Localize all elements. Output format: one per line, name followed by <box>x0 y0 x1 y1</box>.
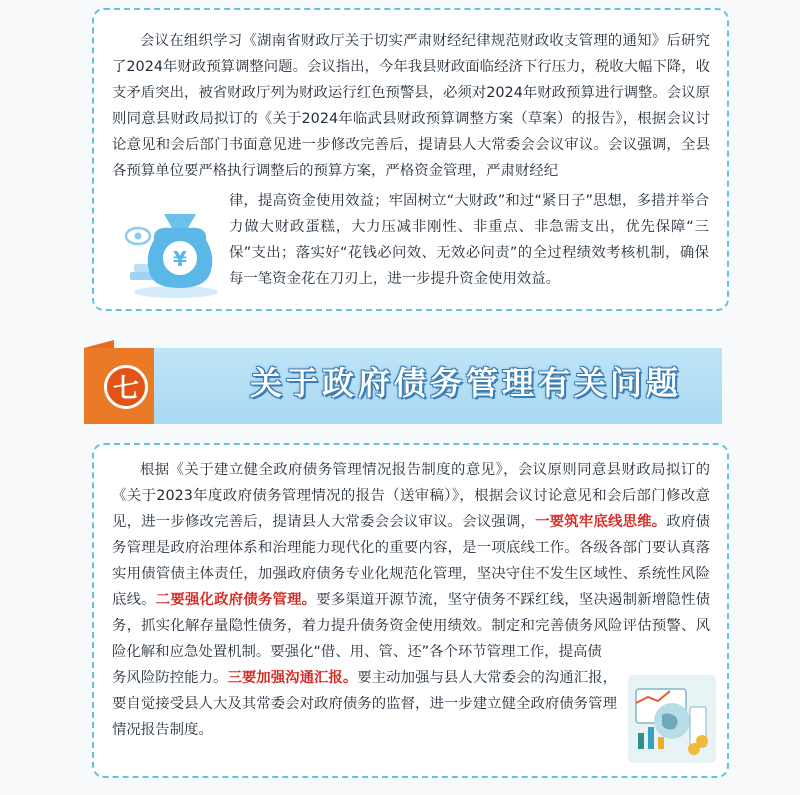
finance-chart-icon <box>624 671 720 767</box>
highlight-point-3: 三要加强沟通汇报。 <box>227 670 358 686</box>
highlight-point-2: 二要强化政府债务管理。 <box>155 592 317 608</box>
money-bag-icon <box>124 196 224 300</box>
section-7-card <box>92 443 729 778</box>
banner-title: 关于政府债务管理有关问题 <box>250 364 683 402</box>
svg-text:¥: ¥ <box>173 247 187 271</box>
section-6-card <box>92 8 729 311</box>
banner-fold <box>84 340 114 348</box>
text-run: 要主动加强与县人大常委会的沟通汇报，要自觉接受县人大及其常委会对政府债务的监督，进一步建立健全政府债务管理情况报告制度。 <box>112 670 617 738</box>
text-run: 根据《关于建立健全政府债务管理情况报告制度的意见》，会议原则同意县财政局拟订的《关于2023年度政府债务管理情况的报告（送审稿）》，根据会议讨论意见和会后部门修改意见，进一步修改完善后，提请县人大常委会会议审议。会议强调， <box>112 462 710 530</box>
banner-number-badge: 七 <box>104 365 148 409</box>
section-banner <box>84 340 724 430</box>
text-run: 务风险防控能力。 <box>112 670 228 686</box>
text-run: 政府债务管理是政府治理体系和治理能力现代化的重要内容，是一项底线工作。各级各部门要认真落实用债管债主体责任，加强政府债务专业化规范化管理，坚决守住不发生区域性、系统性风险底线。 <box>112 514 710 608</box>
section-6-paragraph-side: 律，提高资金使用效益；牢固树立“大财政”和过“紧日子”思想，多措并举合力做大财政蛋糕，大力压减非刚性、非重点、非急需支出，优先保障“三保”支出；落实好“花钱必问效、无效必问责”的全过程绩效考核机制，确保每一笔资金花在刀刃上，进一步提升资金使用效益。 <box>229 193 709 287</box>
section-7-paragraph-side <box>112 665 617 743</box>
highlight-point-1: 一要筑牢底线思维。 <box>535 514 667 530</box>
section-7-paragraph-top <box>112 457 710 665</box>
section-6-paragraph-top: 会议在组织学习《湖南省财政厅关于切实严肃财经纪律规范财政收支管理的通知》后研究了2024年财政预算调整问题。会议指出，今年我县财政面临经济下行压力，税收大幅下降，收支矛盾突出，被省财政厅列为财政运行红色预警县，必须对2024年财政预算进行调整。会议原则同意县财政局拟订的《关于2024年临武县财政预算调整方案（草案）的报告》，根据会议讨论意见和会后部门书面意见进一步修改完善后，提请县人大常委会会议审议。会议强调，全县各预算单位要严格执行调整后的预算方案，严格资金管理，严肃财经纪 <box>112 33 710 179</box>
text-run: 要多渠道开源节流，坚守债务不踩红线，坚决遏制新增隐性债务，抓实化解存量隐性债务，着力提升债务资金使用绩效。制定和完善债务风险评估预警、风险化解和应急处置机制。要强化“借、用、管、还”各个环节管理工作，提高债 <box>112 592 710 660</box>
